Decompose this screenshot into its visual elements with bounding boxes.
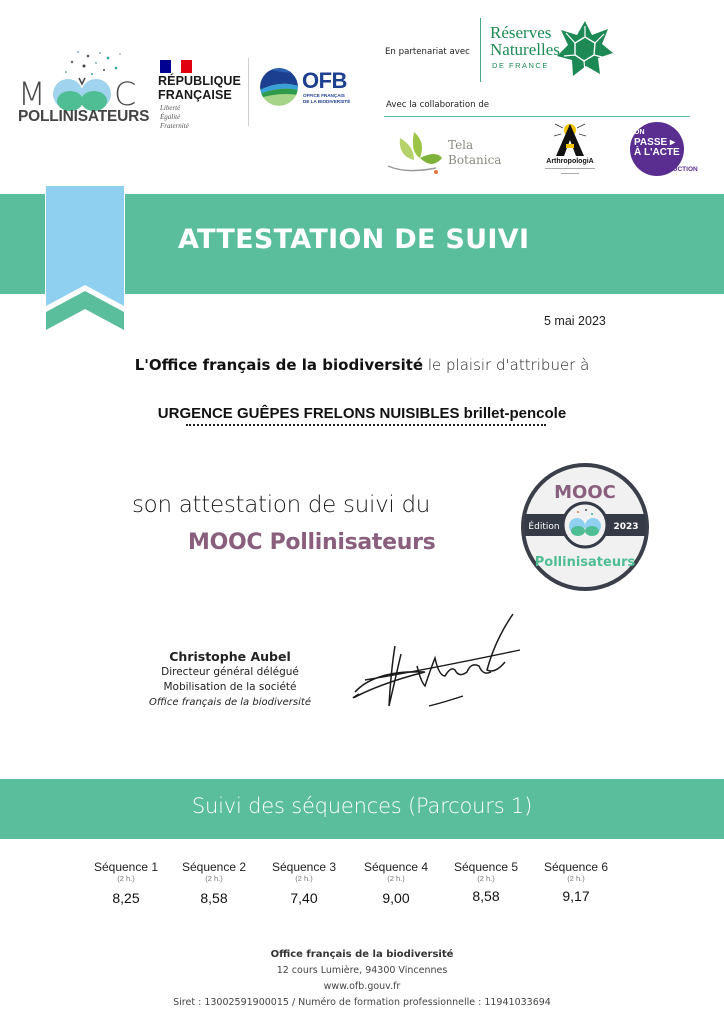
mooc-wordmark: POLLINISATEURS	[18, 108, 150, 125]
ofb-acronym: OFB	[302, 68, 347, 93]
sequences-table	[86, 860, 609, 920]
sequence-score: 8,58	[472, 888, 500, 904]
tela-botanica-logo	[386, 124, 511, 180]
republique-francaise-logo	[158, 58, 243, 134]
french-flag-icon	[160, 60, 192, 73]
butterfly-wings-icon	[52, 76, 112, 112]
mooc-pollinisateurs-logo	[18, 48, 150, 128]
svg-text:Édition: Édition	[528, 522, 560, 532]
sequence-item	[172, 860, 256, 907]
sequence-item	[84, 860, 168, 907]
ribbon-bookmark-icon	[46, 186, 124, 330]
sequence-score: 9,17	[562, 888, 590, 904]
footer-legal: Siret : 13002591900015 / Numéro de formation professionnelle : 11941033694	[173, 997, 551, 1008]
signer-organization: Office français de la biodiversité	[149, 697, 311, 708]
ofb-logo	[260, 68, 360, 110]
ofb-globe-icon	[260, 68, 298, 106]
arthropologia-tagline-2	[561, 173, 579, 174]
signer-department: Mobilisation de la société	[163, 681, 297, 693]
sequence-score: 8,58	[200, 890, 228, 906]
signer-name: Christophe Aubel	[169, 649, 291, 664]
sequence-item	[444, 860, 528, 905]
signer-block	[130, 648, 330, 710]
issuer-name: L'Office français de la biodiversité	[134, 356, 424, 374]
svg-text:MOOC: MOOC	[554, 482, 616, 503]
pollen-dots-icon	[58, 48, 128, 78]
sequence-label: Séquence 4	[363, 860, 429, 874]
collaboration-divider	[384, 116, 690, 117]
award-statement	[0, 356, 724, 374]
svg-text:2023: 2023	[613, 522, 639, 532]
sequence-item	[354, 860, 438, 907]
arthropologia-name: ArthropologiA	[546, 158, 594, 165]
svg-text:Pollinisateurs: Pollinisateurs	[534, 555, 636, 570]
passe-text: ON PASSE ▸ À L'ACTE	[634, 129, 680, 158]
republique-title: RÉPUBLIQUE FRANÇAISE	[158, 74, 241, 102]
sequence-duration: (2 h.)	[117, 874, 135, 883]
handwritten-signature-icon	[345, 610, 525, 720]
signer-role: Directeur général délégué	[161, 666, 299, 678]
sequence-duration: (2 h.)	[387, 874, 405, 883]
sequence-item	[262, 860, 346, 907]
collaboration-label: Avec la collaboration de	[386, 100, 490, 110]
republique-motto: Liberté Égalité Fraternité	[160, 104, 189, 130]
on-passe-a-l-acte-logo	[628, 122, 706, 178]
sequence-score: 8,25	[112, 890, 140, 906]
sequence-duration: (2 h.)	[295, 874, 313, 883]
sequence-score: 9,00	[382, 890, 410, 906]
course-intro: son attestation de suivi du	[132, 492, 431, 518]
recipient-name: URGENCE GUÊPES FRELONS NUISIBLES brillet-pencole	[157, 405, 567, 422]
logo-divider	[248, 58, 249, 126]
partnership-label: En partenariat avec	[385, 47, 470, 57]
arthropologia-logo	[535, 122, 605, 180]
mooc-edition-badge-icon	[520, 462, 650, 592]
issue-date: 5 mai 2023	[544, 314, 606, 328]
arthropologia-tagline	[545, 168, 595, 169]
certificate-title: ATTESTATION DE SUIVI	[178, 224, 530, 255]
course-name: MOOC Pollinisateurs	[188, 530, 436, 555]
sequence-label: Séquence 2	[181, 860, 247, 874]
footer-org-name: Office français de la biodiversité	[270, 949, 454, 960]
footer-address: 12 cours Lumière, 94300 Vincennes	[276, 965, 448, 976]
award-text: le plaisir d'attribuer à	[423, 356, 590, 374]
sequence-score: 7,40	[290, 890, 318, 906]
rnf-subtitle: DE FRANCE	[492, 61, 549, 70]
footer-website[interactable]: www.ofb.gouv.fr	[323, 981, 401, 992]
turtle-shell-star-icon	[556, 20, 614, 78]
mooc-letter-c: C	[114, 75, 137, 113]
sequences-title: Suivi des séquences (Parcours 1)	[191, 794, 533, 818]
partner-divider	[480, 18, 481, 82]
sequence-label: Séquence 3	[271, 860, 337, 874]
sequence-label: Séquence 1	[93, 860, 159, 874]
sequence-duration: (2 h.)	[477, 874, 495, 883]
sequence-duration: (2 h.)	[205, 874, 223, 883]
sequence-label: Séquence 6	[543, 860, 609, 874]
tela-botanica-name: Tela Botanica	[448, 138, 502, 167]
footer	[0, 947, 724, 1011]
mooc-letters	[18, 76, 142, 112]
reserves-naturelles-logo	[490, 18, 620, 82]
bee-a-icon	[553, 122, 587, 158]
sequence-item	[534, 860, 618, 905]
rnf-name: Réserves Naturelles	[490, 23, 560, 59]
sequence-duration: (2 h.)	[567, 874, 585, 883]
mooc-letter-m: M	[18, 75, 46, 113]
sequence-label: Séquence 5	[453, 860, 519, 874]
passe-production: PRODUCTION	[654, 166, 698, 173]
recipient-dotted-underline	[186, 424, 546, 426]
ivy-leaf-icon	[386, 128, 446, 178]
ofb-subtitle: OFFICE FRANÇAIS DE LA BIODIVERSITÉ	[303, 93, 351, 104]
